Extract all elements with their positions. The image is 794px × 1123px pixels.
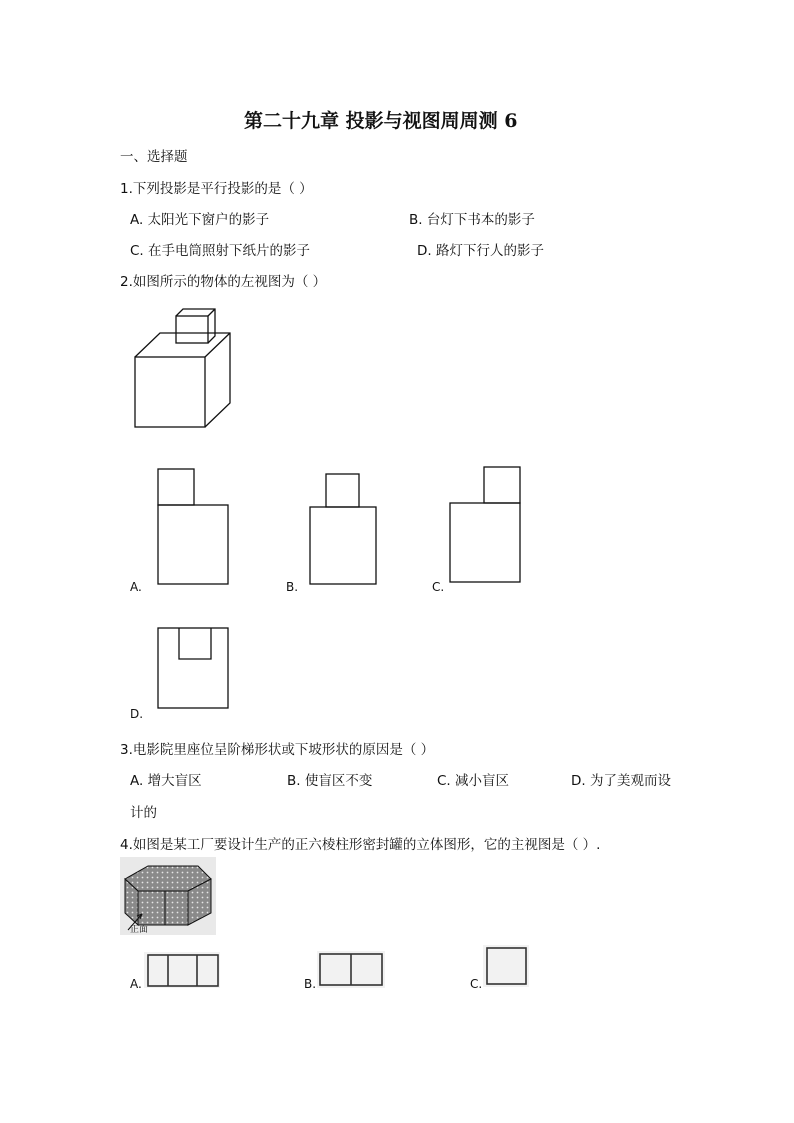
- q4-stem: 4.如图是某工厂要设计生产的正六棱柱形密封罐的立体图形，它的主视图是（ ）.: [120, 837, 601, 853]
- q1-option-b[interactable]: B. 台灯下书本的影子: [409, 212, 535, 228]
- section-heading: 一、选择题: [120, 149, 188, 165]
- page-title: 第二十九章 投影与视图周周测 6: [244, 110, 518, 132]
- q2-option-d-label[interactable]: D.: [130, 707, 144, 721]
- q4-photo-label: 正面: [130, 925, 149, 935]
- q3-option-b[interactable]: B. 使盲区不变: [287, 773, 373, 789]
- q3-option-c[interactable]: C. 减小盲区: [437, 773, 510, 789]
- q4-option-c-label[interactable]: C.: [470, 977, 483, 991]
- q4-option-a-label[interactable]: A.: [130, 977, 142, 991]
- q2-option-a-label[interactable]: A.: [130, 580, 142, 594]
- q3-option-a[interactable]: A. 增大盲区: [130, 773, 202, 789]
- q3-stem: 3.电影院里座位呈阶梯形状或下坡形状的原因是（ ）: [120, 742, 435, 758]
- q1-option-a[interactable]: A. 太阳光下窗户的影子: [130, 212, 270, 228]
- q1-stem: 1.下列投影是平行投影的是（ ）: [120, 181, 313, 197]
- q2-option-b-label[interactable]: B.: [286, 580, 299, 594]
- q3-option-d-continued: 计的: [130, 805, 157, 821]
- q4-option-b-label[interactable]: B.: [304, 977, 317, 991]
- q2-stem: 2.如图所示的物体的左视图为（ ）: [120, 274, 327, 290]
- q1-option-c[interactable]: C. 在手电筒照射下纸片的影子: [130, 243, 311, 259]
- q1-option-d[interactable]: D. 路灯下行人的影子: [417, 243, 544, 259]
- q3-option-d[interactable]: D. 为了美观而设: [571, 773, 671, 789]
- q2-option-c-label[interactable]: C.: [432, 580, 445, 594]
